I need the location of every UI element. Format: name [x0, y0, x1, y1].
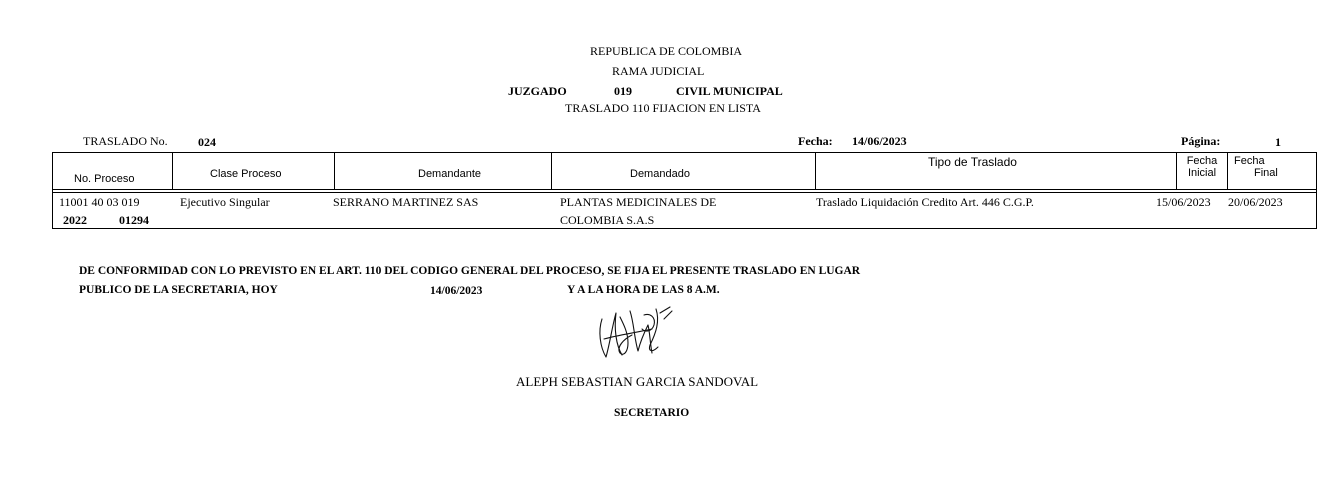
cell-demandante: SERRANO MARTINEZ SAS — [333, 195, 479, 209]
cell-proceso-radicado: 01294 — [119, 213, 149, 227]
signature-scribble — [594, 303, 676, 365]
traslado-label: TRASLADO No. — [83, 134, 168, 148]
signature-name: ALEPH SEBASTIAN GARCIA SANDOVAL — [516, 374, 759, 389]
col-divider — [551, 153, 552, 189]
col-header-demandado: Demandado — [630, 168, 690, 180]
col-header-fecha-inicial-line1: Fecha — [1186, 155, 1218, 167]
col-header-fecha-final-line1: Fecha — [1234, 155, 1265, 167]
juzgado-type: CIVIL MUNICIPAL — [676, 84, 783, 98]
header-republica: REPUBLICA DE COLOMBIA — [590, 44, 743, 58]
col-header-fecha-final — [1234, 155, 1278, 179]
header-rama-judicial: RAMA JUDICIAL — [612, 64, 705, 78]
header-divider-double — [53, 192, 1316, 193]
traslado-number: 024 — [198, 135, 216, 149]
pagina-label: Página: — [1181, 134, 1221, 148]
cell-demandado-line1: PLANTAS MEDICINALES DE — [560, 195, 717, 209]
fecha-label: Fecha: — [798, 134, 833, 148]
notice-line2-hour: Y A LA HORA DE LAS 8 A.M. — [567, 284, 720, 296]
notice-line2-text: PUBLICO DE LA SECRETARIA, HOY — [79, 284, 278, 296]
document-subtitle: TRASLADO 110 FIJACION EN LISTA — [565, 101, 761, 115]
col-header-demandante: Demandante — [418, 168, 481, 180]
cell-proceso-year: 2022 — [63, 213, 87, 227]
cell-tipo-traslado: Traslado Liquidación Credito Art. 446 C.G.P. — [816, 195, 1034, 209]
col-header-fecha-final-line2: Final — [1254, 167, 1278, 179]
traslado-table — [52, 152, 1317, 229]
col-header-fecha-inicial-line2: Inicial — [1187, 167, 1217, 179]
col-header-no-proceso: No. Proceso — [74, 173, 135, 185]
col-divider — [1227, 153, 1228, 189]
col-header-fecha-inicial — [1180, 155, 1224, 179]
pagina-value: 1 — [1275, 135, 1281, 149]
juzgado-label: JUZGADO — [508, 84, 567, 98]
cell-clase-proceso: Ejecutivo Singular — [180, 195, 270, 209]
col-divider — [1176, 153, 1177, 189]
notice-line2-date: 14/06/2023 — [430, 285, 483, 297]
cell-demandado-line2: COLOMBIA S.A.S — [560, 213, 655, 227]
juzgado-number: 019 — [614, 84, 632, 98]
col-header-clase-proceso: Clase Proceso — [210, 168, 282, 180]
cell-proceso-line1: 11001 40 03 019 — [59, 195, 140, 209]
col-header-tipo-traslado: Tipo de Traslado — [928, 155, 1017, 169]
header-divider — [53, 189, 1316, 190]
fecha-value: 14/06/2023 — [852, 134, 907, 148]
cell-fecha-inicial: 15/06/2023 — [1156, 195, 1211, 209]
signature-title: SECRETARIO — [614, 407, 690, 419]
col-divider — [172, 153, 173, 189]
col-divider — [334, 153, 335, 189]
notice-line1: DE CONFORMIDAD CON LO PREVISTO EN EL ART. 110 DEL CODIGO GENERAL DEL PROCESO, SE FIJA EL PRESENTE TRASLADO EN LUGAR — [79, 265, 861, 277]
col-divider — [815, 153, 816, 189]
cell-fecha-final: 20/06/2023 — [1228, 195, 1283, 209]
